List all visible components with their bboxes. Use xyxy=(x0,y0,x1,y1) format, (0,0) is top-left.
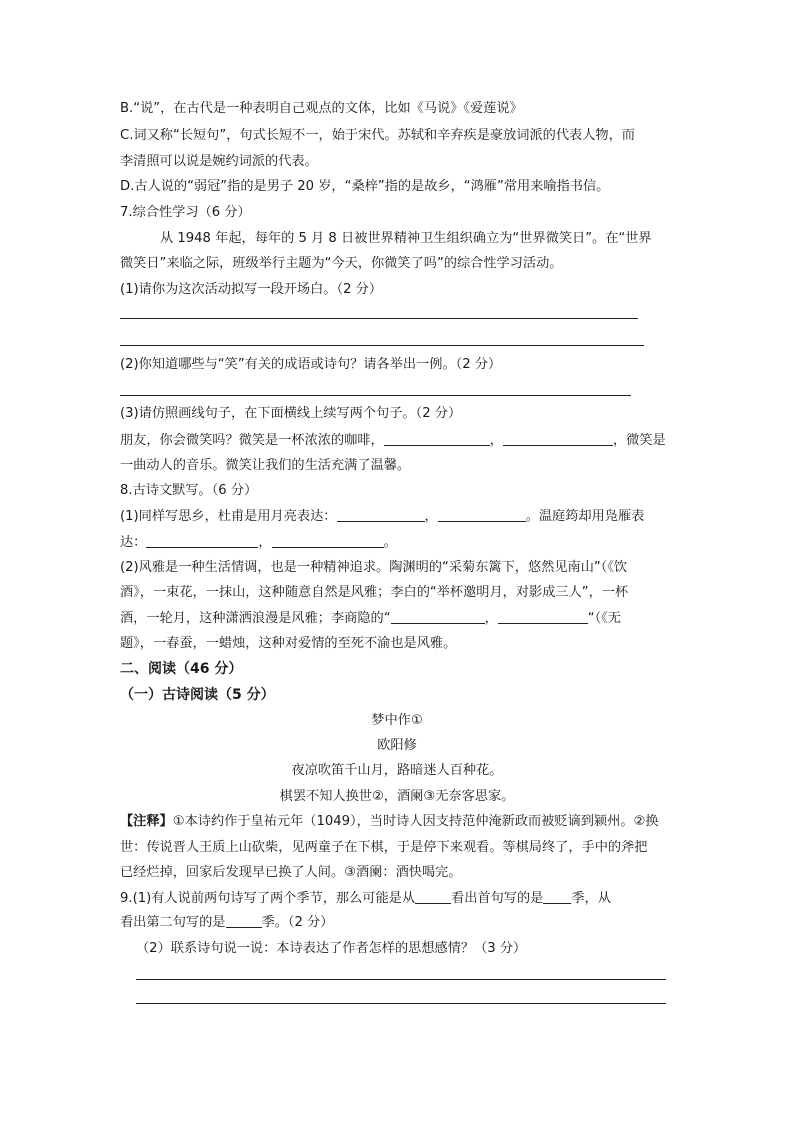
q8-p1-text-e: ， xyxy=(258,535,272,550)
subsection-heading-poem: （一）古诗阅读（5 分） xyxy=(120,687,275,703)
q8-p1-text-d: 达： xyxy=(120,535,147,550)
q9-text-c: 季，从 xyxy=(571,891,611,906)
fill-blank[interactable] xyxy=(543,890,571,904)
note-line3: 已经烂掉，回家后发现早已换了人间。③酒阑：酒快喝完。 xyxy=(120,865,462,880)
option-d: D.古人说的“弱冠”指的是男子 20 岁，“桑梓”指的是故乡，“鸿雁”常用来喻指书信。 xyxy=(120,179,610,194)
q8-p2-line4: 题》，一春蚕，一蜡烛，这种对爱情的至死不渝也是风雅。 xyxy=(120,636,457,651)
q8-p1-text-a: (1)同样写思乡，杜甫是用月亮表达： xyxy=(120,509,337,524)
fill-blank[interactable] xyxy=(226,914,262,928)
q7-sub3-text-b: ， xyxy=(489,433,503,448)
answer-line[interactable] xyxy=(136,1003,666,1004)
q7-sub2: (2)你知道哪些与“笑”有关的成语或诗句？请各举出一例。（2 分） xyxy=(120,357,502,372)
poem-author: 欧阳修 xyxy=(377,738,417,753)
q9-sub2: （2）联系诗句说一说：本诗表达了作者怎样的思想感情？（3 分） xyxy=(136,941,527,956)
q7-sub3-line2: 一曲动人的音乐。微笑让我们的生活充满了温馨。 xyxy=(120,458,411,473)
q8-p2-line1: (2)风雅是一种生活情调，也是一种精神追求。陶渊明的“采菊东篱下，悠然见南山”（《饮 xyxy=(120,560,628,575)
note-text1: ①本诗约作于皇祐元年（1049），当时诗人因支持范仲淹新政而被贬谪到颍州。②换 xyxy=(172,814,659,829)
q7-sub3: (3)请仿照画线句子，在下面横线上续写两个句子。（2 分） xyxy=(120,406,462,421)
answer-line[interactable] xyxy=(136,979,666,980)
option-b: B.“说”，在古代是一种表明自己观点的文体，比如《马说》《爱莲说》 xyxy=(120,101,523,116)
option-c-line2: 李清照可以说是婉约词派的代表。 xyxy=(120,154,318,169)
q7-intro-line1: 从 1948 年起，每年的 5 月 8 日被世界精神卫生组织确立为“世界微笑日”。在“世界 xyxy=(160,231,652,246)
q8-title: 8.古诗文默写。（6 分） xyxy=(120,483,258,498)
q7-title: 7.综合性学习（6 分） xyxy=(120,205,251,220)
option-c-line1: C.词又称“长短句”，句式长短不一，始于宋代。苏轼和辛弃疾是豪放词派的代表人物，而 xyxy=(120,128,635,143)
section-heading-reading: 二、阅读（46 分） xyxy=(120,661,243,677)
q8-p1-line1 xyxy=(120,508,644,526)
fill-blank[interactable] xyxy=(391,610,485,624)
poem-line2: 棋罢不知人换世②，酒阑③无奈客思家。 xyxy=(279,789,515,804)
q9-text-e: 季。（2 分） xyxy=(261,915,334,930)
poem-title: 梦中作① xyxy=(371,713,423,728)
q8-p1-text-c: 。温庭筠却用凫雁表 xyxy=(525,509,645,524)
q7-sub1: (1)请你为这次活动拟写一段开场白。（2 分） xyxy=(120,282,383,297)
q8-p2-line2: 酒》，一束花，一抹山，这种随意自然是风雅；李白的“举杯邀明月，对影成三人”，一杯 xyxy=(120,585,629,600)
note-line2: 世：传说晋人王质上山砍柴，见两童子在下棋，于是停下来观看。等棋局终了，手中的斧把 xyxy=(120,840,648,855)
q8-p1-line2 xyxy=(120,534,397,552)
answer-line[interactable] xyxy=(120,395,631,396)
note-line1 xyxy=(120,813,659,831)
answer-line[interactable] xyxy=(120,345,644,346)
fill-blank[interactable] xyxy=(438,508,526,522)
note-label: 【注释】 xyxy=(120,814,173,829)
fill-blank[interactable] xyxy=(272,534,384,548)
q7-sub3-line1 xyxy=(120,432,666,450)
q7-sub3-text-a: 朋友，你会微笑吗？微笑是一杯浓浓的咖啡， xyxy=(120,433,384,448)
q9-text-a: 9.(1)有人说前两句诗写了两个季节，那么可能是从 xyxy=(120,891,416,906)
q8-p1-text-b: ， xyxy=(424,509,438,524)
q8-p2-line3 xyxy=(120,610,621,628)
fill-blank[interactable] xyxy=(415,890,451,904)
q9-line2 xyxy=(120,914,333,932)
fill-blank[interactable] xyxy=(498,610,588,624)
q9-text-d: 看出第二句写的是 xyxy=(120,915,226,930)
fill-blank[interactable] xyxy=(503,432,613,446)
q7-sub3-text-c: ，微笑是 xyxy=(612,433,666,448)
q8-p1-text-f: 。 xyxy=(383,535,397,550)
poem-line1: 夜凉吹笛千山月，路暗迷人百种花。 xyxy=(291,763,503,778)
q9-text-b: 看出首句写的是 xyxy=(451,891,544,906)
fill-blank[interactable] xyxy=(337,508,425,522)
q8-p2-text-c1: 酒，一轮月，这种潇洒浪漫是风雅；李商隐的“ xyxy=(120,611,391,626)
q8-p2-text-c3: “（《无 xyxy=(587,611,621,626)
q9-line1 xyxy=(120,890,611,908)
fill-blank[interactable] xyxy=(146,534,258,548)
answer-line[interactable] xyxy=(120,318,638,319)
q8-p2-text-c2: ， xyxy=(484,611,498,626)
fill-blank[interactable] xyxy=(384,432,490,446)
q7-intro-line2: 微笑日”来临之际，班级举行主题为“今天，你微笑了吗”的综合性学习活动。 xyxy=(120,256,563,271)
